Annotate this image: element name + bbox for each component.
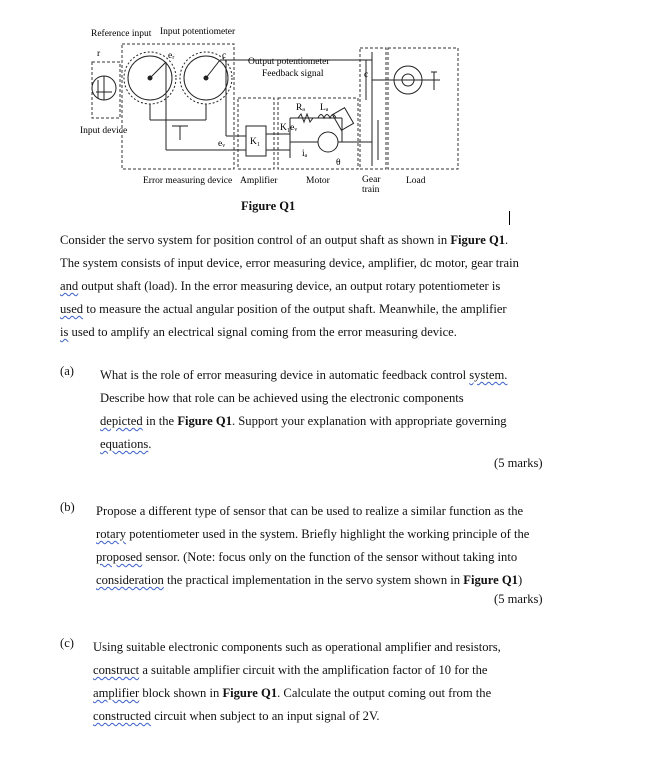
intro-line-2: The system consists of input device, error measuring device, amplifier, dc motor, gear train (60, 256, 519, 270)
feedback-signal-label: Feedback signal (262, 69, 324, 79)
input-potentiometer-label: Input potentiometer (160, 27, 236, 37)
question-a-marks: (5 marks) (494, 456, 543, 470)
r-symbol-label: r (97, 49, 101, 59)
question-b-line-3: proposed sensor. (Note: focus only on the function of the sensor without taking into (96, 550, 518, 564)
question-c-line-2: construct a suitable amplifier circuit with the amplification factor of 10 for the (93, 663, 488, 677)
figure-caption: Figure Q1 (241, 199, 296, 213)
load-box (388, 48, 458, 169)
c-symbol-label: c (364, 70, 369, 80)
servo-system-diagram (0, 0, 654, 200)
motor-label: Motor (306, 176, 330, 186)
question-a-line-1: What is the role of error measuring device in automatic feedback control system. (100, 368, 508, 382)
ec-label: c (222, 51, 227, 61)
question-c-line-4: constructed circuit when subject to an input signal of 2V. (93, 709, 380, 723)
question-b-line-4: consideration the practical implementation in the servo system shown in Figure Q1) (96, 573, 523, 587)
question-b-line-2: rotary potentiometer used in the system. Briefly highlight the working principle of the (96, 527, 530, 541)
intro-line-4: used to measure the actual angular position of the output shaft. Meanwhile, the amplifier (60, 302, 507, 316)
gear-label: Gear (362, 175, 381, 185)
question-b-marks: (5 marks) (494, 592, 543, 606)
k1-label: K₁ (250, 137, 261, 147)
question-c-line-1: Using suitable electronic components such as operational amplifier and resistors, (93, 640, 501, 654)
intro-line-5: is used to amplify an electrical signal coming from the error measuring device. (60, 325, 457, 339)
ia-label: iₐ (302, 149, 308, 159)
question-a-line-3: depicted in the Figure Q1. Support your explanation with appropriate governing (100, 414, 507, 428)
reference-input-label: Reference input (91, 29, 152, 39)
question-a-label: (a) (60, 364, 74, 378)
question-b-label: (b) (60, 500, 75, 514)
input-knob-icon (92, 76, 116, 100)
question-b-line-1: Propose a different type of sensor that can be used to realize a similar function as the (96, 504, 524, 518)
la-label: Lₐ (320, 103, 329, 113)
ev-label: eᵥ (218, 139, 226, 149)
question-c-line-3: amplifier block shown in Figure Q1. Calculate the output coming out from the (93, 686, 492, 700)
amplifier-label: Amplifier (240, 176, 278, 186)
load-label: Load (406, 176, 426, 186)
question-c-label: (c) (60, 636, 74, 650)
figure-q1 (0, 0, 654, 200)
intro-line-3: and output shaft (load). In the error measuring device, an output rotary potentiometer is (60, 279, 501, 293)
er-label: eᵣ (168, 51, 175, 61)
motor-icon (318, 132, 338, 152)
question-c-text (93, 636, 553, 728)
battery-icon (150, 104, 206, 140)
text-cursor (509, 211, 510, 225)
input-device-label: Input device (80, 126, 128, 136)
error-measuring-device-label: Error measuring device (143, 176, 233, 186)
output-potentiometer-label: Output potentiometer (248, 57, 330, 67)
train-label: train (362, 185, 380, 195)
question-a-line-4: equations. (100, 437, 152, 451)
ra-label: Rₐ (296, 103, 305, 113)
intro-line-1: Consider the servo system for position control of an output shaft as shown in Figure Q1. (60, 233, 509, 247)
question-b-text (96, 500, 556, 592)
motor-body-icon (332, 108, 353, 131)
question-a-line-2: Describe how that role can be achieved using the electronic components (100, 391, 464, 405)
question-a-text (100, 364, 550, 456)
gear-train-box (360, 48, 386, 169)
k1ev-label: K₁eᵥ (280, 123, 298, 133)
theta-label: θ (336, 158, 341, 168)
intro-paragraph (60, 229, 620, 344)
